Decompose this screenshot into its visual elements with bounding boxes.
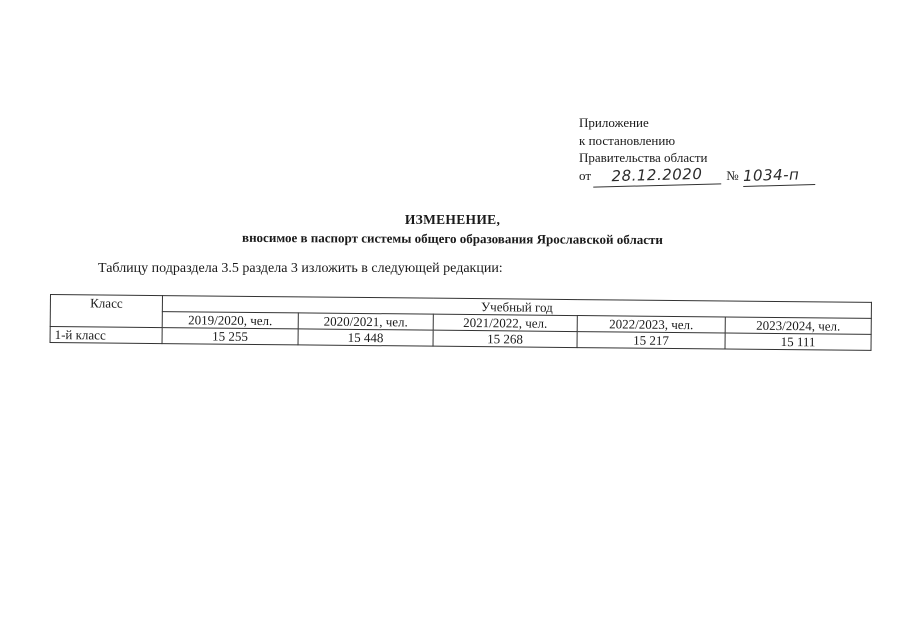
from-label: от xyxy=(579,167,592,183)
appendix-line-1: Приложение xyxy=(579,115,649,130)
enrollment-table xyxy=(50,294,872,351)
value-cell: 15 111 xyxy=(725,333,871,350)
value-cell: 15 268 xyxy=(433,330,577,347)
year-header-cell: 2021/2022, чел. xyxy=(433,314,577,331)
value-cell: 15 255 xyxy=(162,328,298,345)
year-group-header-cell: Учебный год xyxy=(162,296,871,319)
value-cell: 15 448 xyxy=(298,329,433,346)
class-header-cell: Класс xyxy=(50,295,162,328)
value-cell: 15 217 xyxy=(577,332,725,349)
row-label-cell: 1-й класс xyxy=(50,327,162,344)
instruction-text: Таблицу подраздела 3.5 раздела 3 изложить в следующей редакции: xyxy=(98,261,503,276)
document-title: ИЗМЕНЕНИЕ, xyxy=(404,212,501,227)
handwritten-date: 28.12.2020 xyxy=(593,165,721,187)
document-subtitle: вносимое в паспорт системы общего образования Ярославской области xyxy=(242,229,663,248)
year-header-cell: 2019/2020, чел. xyxy=(162,312,298,329)
handwritten-number: 1034-п xyxy=(742,166,814,186)
appendix-date-number-line xyxy=(579,164,815,186)
appendix-block xyxy=(579,114,815,185)
appendix-line-3: Правительства области xyxy=(579,150,708,165)
year-header-cell: 2022/2023, чел. xyxy=(577,316,725,333)
year-header-cell: 2020/2021, чел. xyxy=(298,313,433,330)
number-label: № xyxy=(726,167,739,183)
appendix-line-2: к постановлению xyxy=(579,132,676,148)
year-header-cell: 2023/2024, чел. xyxy=(725,317,871,334)
